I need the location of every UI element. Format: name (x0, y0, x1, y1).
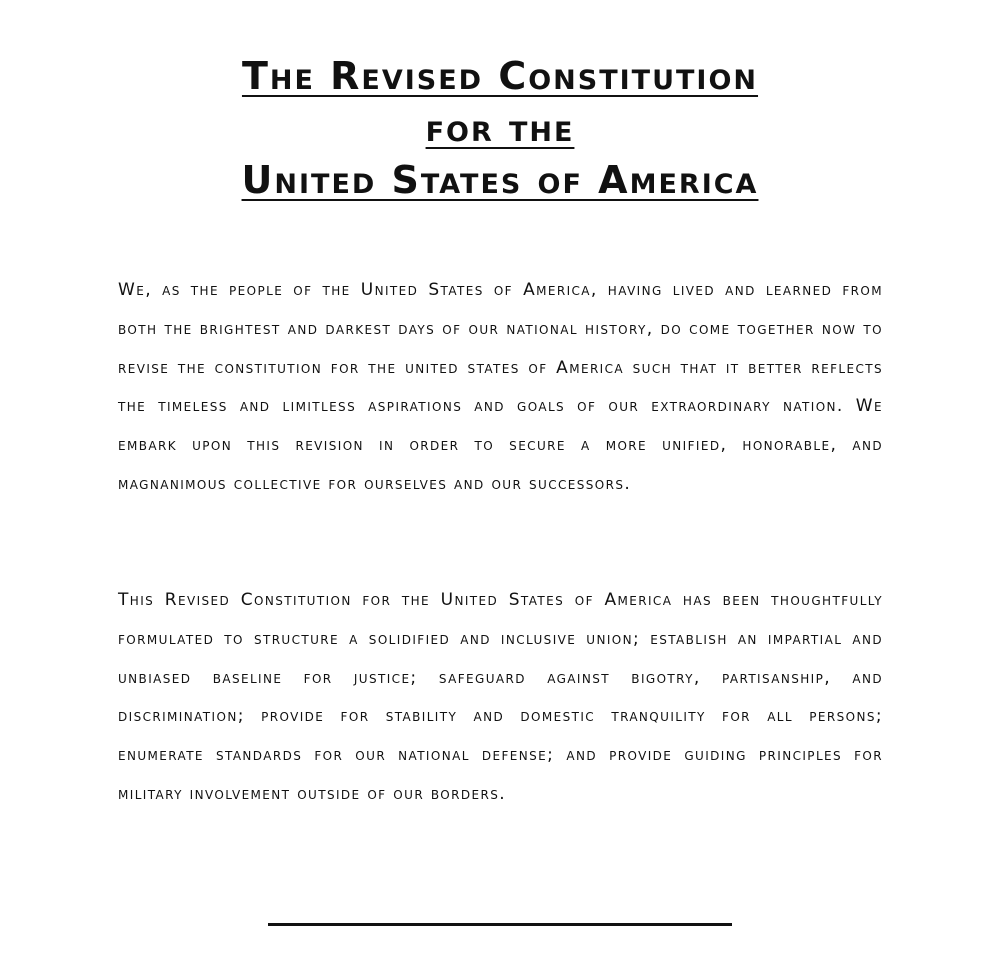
title-line-2 (0, 102, 1000, 154)
title-line-3-text: United States of America (241, 158, 759, 202)
title-line-1-text: The Revised Constitution (241, 54, 759, 98)
footer-divider (268, 923, 732, 926)
title-line-2-text: for the (425, 106, 575, 150)
preamble-paragraph-2: This Revised Constitution for the United States of America has been thoughtfully formulated to structure a solidified and inclusive union; establish an impartial and unbiased baseline for justice; safeguard against bigotry, partisanship, and discrimination; provide for stability and domestic tranquility for all persons; enumerate standards for our national defense; and provide guiding principles for military involvement outside of our borders. (118, 590, 883, 804)
title-line-3 (0, 154, 1000, 206)
preamble-paragraph-1: We, as the people of the United States of America, having lived and learned from both the brightest and darkest days of our national history, do come together now to revise the constitution for the united states of America such that it better reflects the timeless and limitless aspirations and goals of our extraordinary nation. We embark upon this revision in order to secure a more unified, honorable, and magnanimous collective for ourselves and our successors. (118, 280, 883, 494)
title-line-1 (0, 50, 1000, 102)
document-title (0, 50, 1000, 206)
